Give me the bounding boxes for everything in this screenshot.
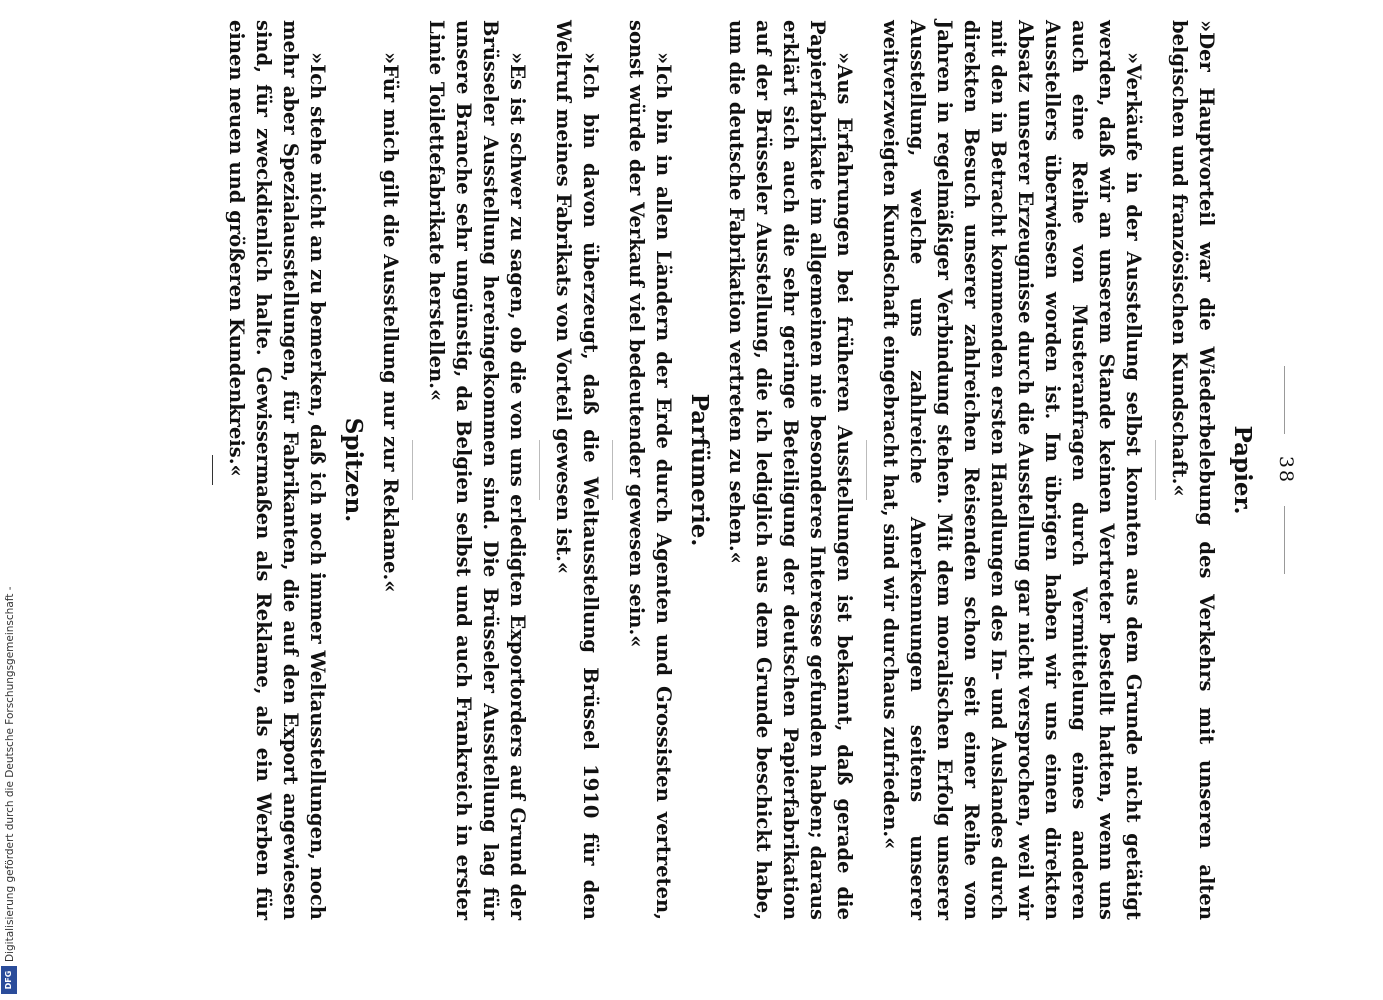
separator: [412, 440, 413, 500]
paragraph: »Für mich gilt die Ausstellung nur zur Reklame.«: [379, 52, 402, 593]
dfg-logo: [1, 966, 17, 994]
paragraph: »Ich bin in allen Ländern der Erde durch Agenten und Grossisten vertreten, sonst würde der Verkauf viel bedeutender gewesen sein.«: [625, 20, 675, 920]
digitization-sidebar: [0, 0, 20, 1000]
funding-note: Digitalisierung gefördert durch die Deutsche Forschungsgemeinschaft -: [4, 586, 16, 962]
paragraph: »Der Hauptvorteil war die Wiederbelebung des Verkehrs mit unseren alten belgischen und französischen Kundschaft.«: [1168, 20, 1218, 920]
separator: [866, 440, 867, 500]
page-number: [1272, 20, 1299, 920]
section-heading: Spitzen.: [340, 417, 367, 523]
paragraph: »Ich bin davon überzeugt, daß die Weltausstellung Brüssel 1910 für den Weltruf meines Fabrikats von Vorteil gewesen ist.«: [552, 20, 602, 920]
dfg-logo-text: DFG: [4, 970, 13, 990]
section-spitzen: [212, 20, 367, 920]
paragraph: »Verkäufe in der Ausstellung selbst konnten aus dem Grunde nicht getätigt werden, daß wir an unserem Stande keinen Vertreter bestellt hatten, wenn uns auch eine Reihe von Musteranfragen durch Vermittelung eines anderen Ausstellers überwiesen worden ist. Im übrigen haben wir uns einen direkten Absatz unserer Erzeugnisse durch die Ausstellung gar nicht versprochen, weil wir mit den in Betracht kommenden ersten Handlungen des In- und Auslandes durch direkten Besuch unserer zahlreichen Reisenden schon seit einer Reihe von Jahren in regelmäßiger Verbindung stehen. Mit dem moralischen Erfolg unserer Ausstellung, welche uns zahlreiche Anerkennungen seitens unserer weitverzweigten Kundschaft eingebracht hat, sind wir durchaus zufrieden.«: [879, 20, 1145, 920]
separator: [612, 440, 613, 500]
section-parfuemerie: [377, 20, 713, 920]
section-heading: Parfümerie.: [686, 393, 713, 547]
page-number-rule-right: [1285, 506, 1286, 574]
page-number-text: 38: [1275, 455, 1297, 485]
section-papier: [723, 20, 1256, 920]
paragraph: »Ich stehe nicht an zu bemerken, daß ich noch immer Weltausstellungen, noch mehr aber Spezialausstellungen, für Fabrikanten, die auf den Export angewiesen sind, für zweckdienlich halte. Gewissermaßen als Reklame, als ein Werben für einen neuen und größeren Kundenkreis.«: [225, 20, 329, 920]
end-rule: [212, 455, 213, 485]
document-page: [119, 20, 1299, 920]
paragraph: »Es ist schwer zu sagen, ob die von uns erledigten Exportorders auf Grund der Brüsseler Ausstellung hereingekommen sind. Die Brüsseler Ausstellung lag für unsere Branche sehr ungünstig, da Belgien selbst und auch Frankreich in erster Linie Toilettefabrikate herstellen.«: [425, 20, 529, 920]
separator: [1155, 440, 1156, 500]
paragraph: »Aus Erfahrungen bei früheren Ausstellungen ist bekannt, daß gerade die Papierfabrikate im allgemeinen nie besonderes Interesse gefunden haben; daraus erklärt sich auch die sehr geringe Beteiligung der deutschen Papierfabrikation auf der Brüsseler Ausstellung, die ich lediglich aus dem Grunde beschickt habe, um die deutsche Fabrikation vertreten zu sehen.«: [725, 20, 856, 920]
section-heading: Papier.: [1229, 425, 1256, 515]
page-number-rule-left: [1285, 366, 1286, 434]
separator: [539, 440, 540, 500]
